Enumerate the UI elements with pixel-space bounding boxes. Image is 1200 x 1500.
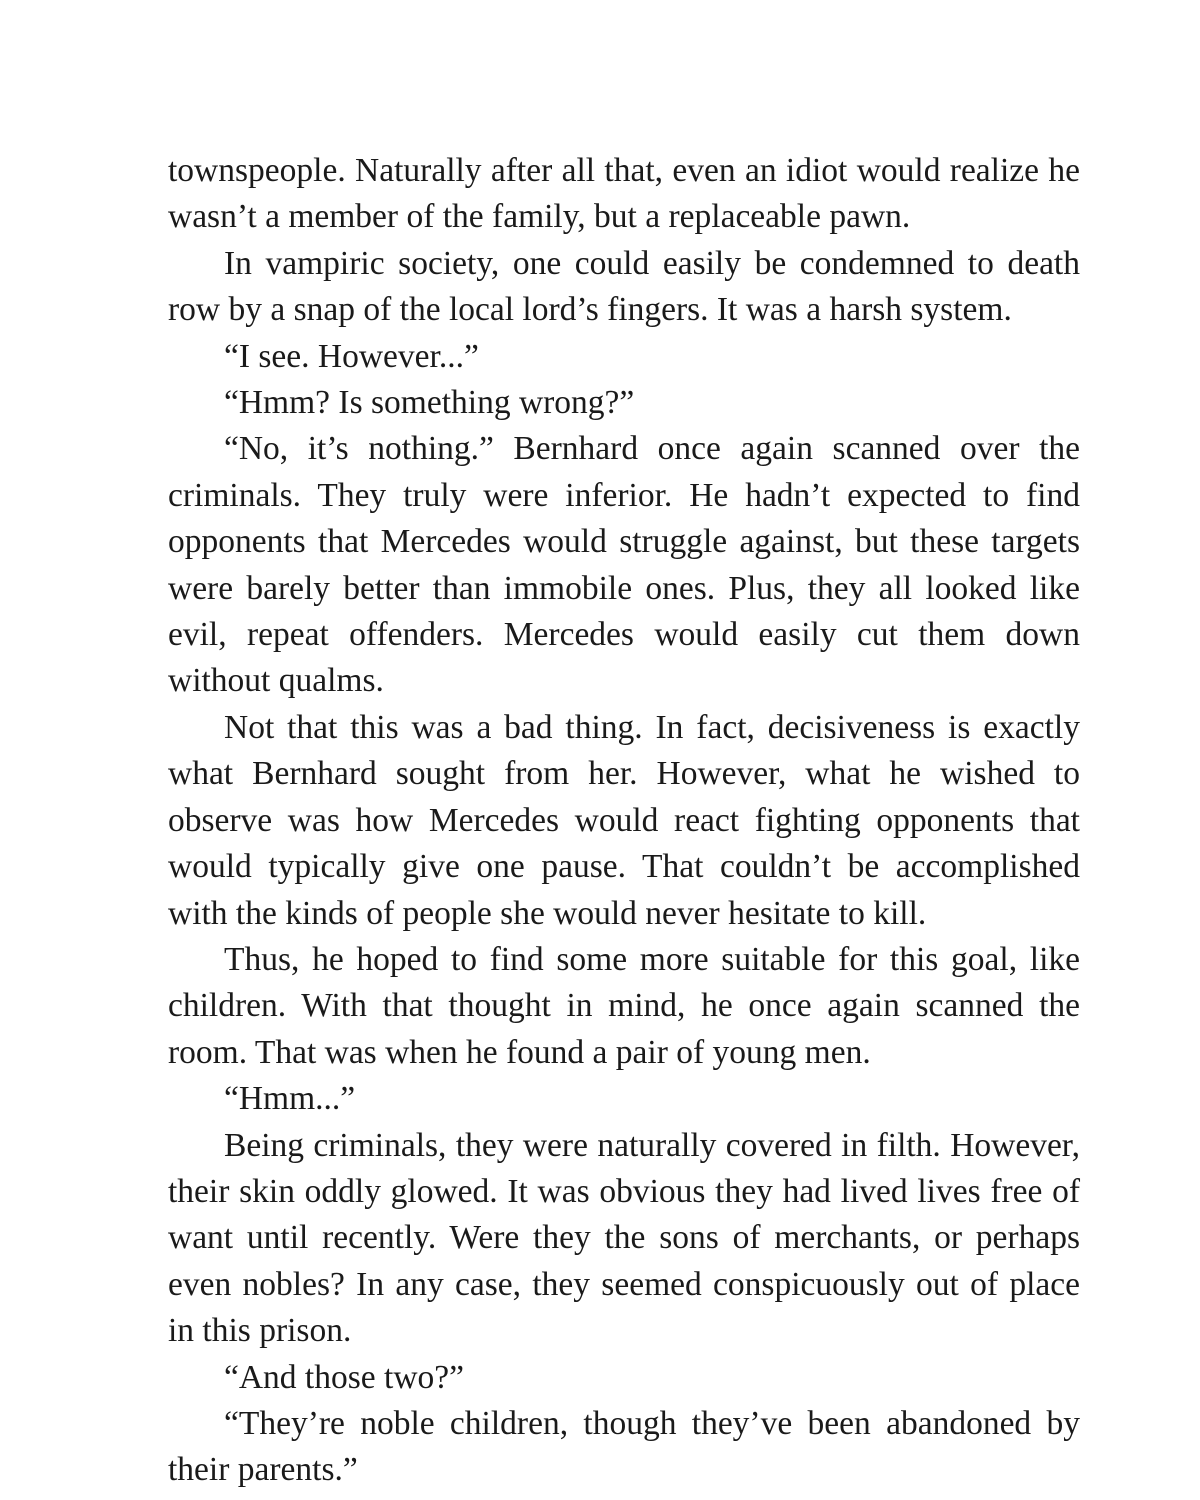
paragraph: “I see. However...”	[224, 337, 479, 375]
paragraph: Thus, he hoped to find some more suitable for this goal, like children. With that thought in mind, he once again scanned the room. That was when he found a pair of young men.	[168, 940, 1080, 1071]
paragraph: “No, it’s nothing.” Bernhard once again scanned over the criminals. They truly were inferior. He hadn’t expected to find opponents that Mercedes would struggle against, but these targets were barely better than immobile ones. Plus, they all looked like evil, repeat offenders. Mercedes would easily cut them down without qualms.	[168, 430, 1080, 700]
body-text	[168, 148, 1080, 1494]
paragraph: In vampiric society, one could easily be condemned to death row by a snap of the local lord’s fingers. It was a harsh system.	[168, 244, 1080, 329]
paragraph: “They’re noble children, though they’ve been abandoned by their parents.”	[168, 1404, 1080, 1489]
paragraph: Being criminals, they were naturally covered in filth. However, their skin oddly glowed. It was obvious they had lived lives free of want until recently. Were they the sons of merchants, or perhaps even nobles? In any case, they seemed conspicuously out of place in this prison.	[168, 1126, 1080, 1350]
paragraph: “Hmm? Is something wrong?”	[224, 384, 635, 422]
paragraph: townspeople. Naturally after all that, even an idiot would realize he wasn’t a member of the family, but a replaceable pawn.	[168, 152, 1080, 236]
paragraph: “And those two?”	[224, 1358, 465, 1396]
paragraph: “Hmm...”	[224, 1080, 356, 1118]
paragraph: Not that this was a bad thing. In fact, decisiveness is exactly what Bernhard sought from her. However, what he wished to observe was how Mercedes would react fighting opponents that would typically give one pause. That couldn’t be accomplished with the kinds of people she would never hesitate to kill.	[168, 708, 1080, 932]
